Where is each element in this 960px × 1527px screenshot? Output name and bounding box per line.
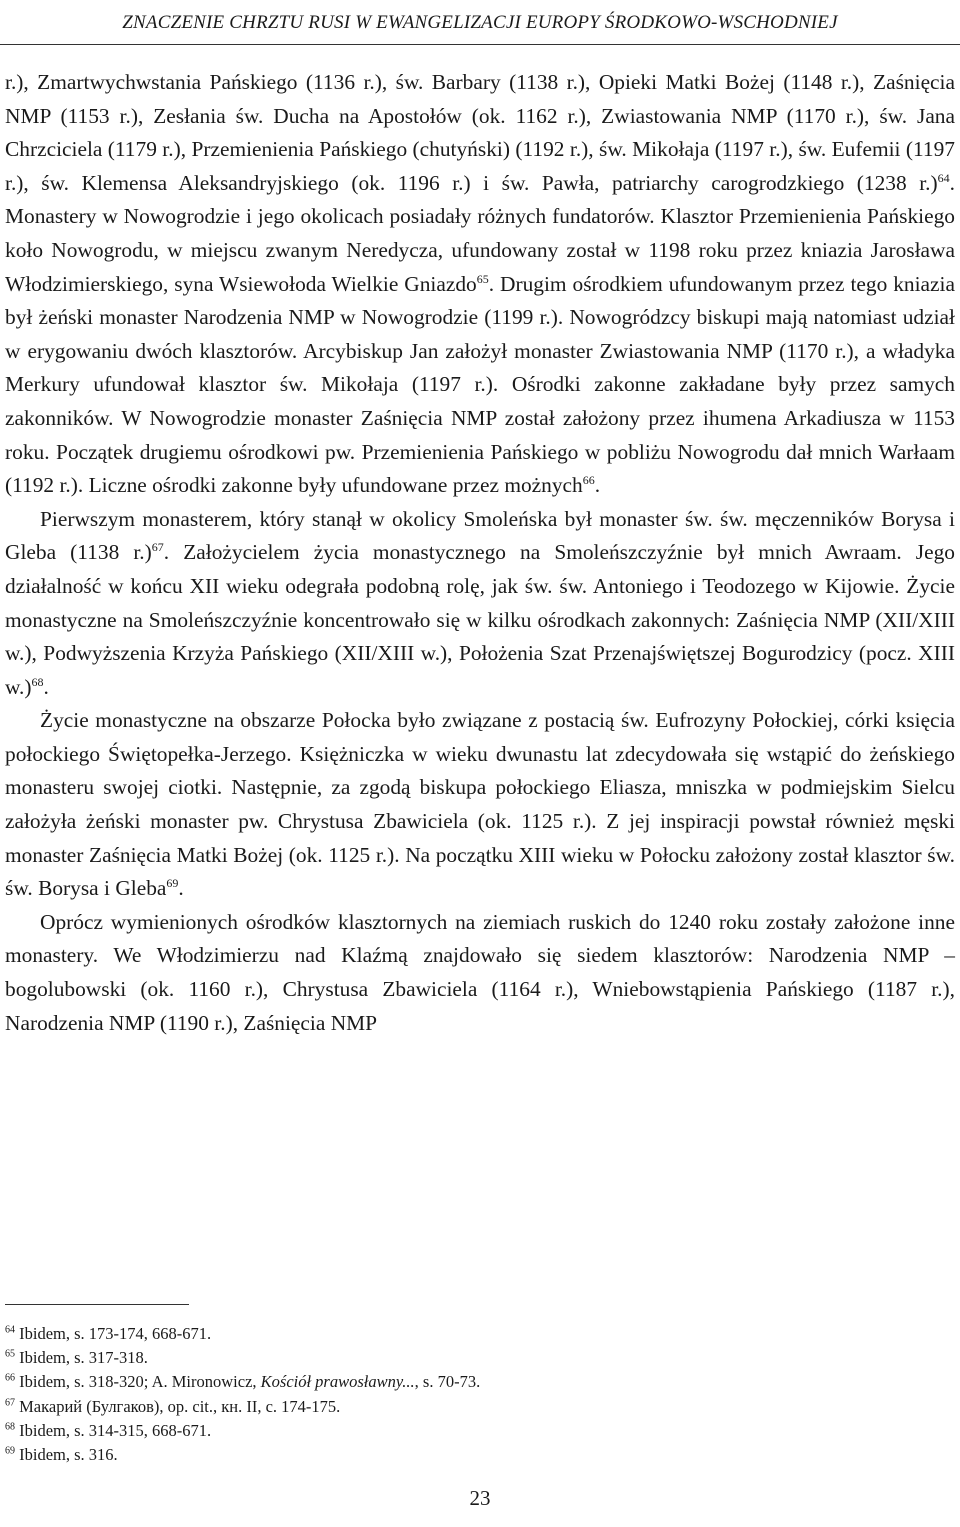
footnote-ref-66[interactable]: 66 (582, 473, 595, 487)
footnote-ref-68[interactable]: 68 (31, 674, 44, 689)
paragraph-4 (5, 906, 955, 1040)
running-title: ZNACZENIE CHRZTU RUSI W EWANGELIZACJI EUROPY ŚRODKOWO-WSCHODNIEJ (122, 12, 838, 33)
footnote-68 (5, 1419, 955, 1443)
footnote-66 (5, 1370, 955, 1394)
footnote-cited-title: Kościół prawosławny... (260, 1372, 415, 1392)
main-text (5, 66, 955, 1040)
footnote-ref-67[interactable]: 67 (151, 540, 164, 555)
paragraph-3 (5, 704, 955, 906)
paragraph-2-text-1: Pierwszym monasterem, który stanął w okolicy Smoleńska był monaster św. św. męczenników Borysa i Gleba (1138 r.) (5, 506, 955, 565)
footnote-text: Ibidem, s. 316. (19, 1445, 118, 1465)
paragraph-1-text-1: r.), Zmartwychwstania Pańskiego (1136 r.), św. Barbary (1138 r.), Opieki Matki Bożej (1148 r.), Zaśnięcia NMP (1153 r.), Zesłania św. Ducha na Apostołów (ok. 1162 r.), Zwiastowania NMP (1170 r.), św. Jana Chrzciciela (1179 r.), Przemienienia Pańskiego (chutyński) (1192 r.), św. Mikołaja (1197 r.), św. Eufemii (1197 r.), św. Klemensa Aleksandryjskiego (ok. 1196 r.) i św. Pawła, patriarchy carogrodzkiego (1238 r.) (5, 70, 955, 195)
paragraph-1 (5, 66, 955, 503)
footnote-number: 64 (5, 1324, 15, 1336)
running-header (0, 0, 960, 48)
footnote-text: Макарий (Булгаков), op. cit., кн. II, с. 174-175. (19, 1396, 341, 1416)
paragraph-2 (5, 503, 955, 705)
paragraph-4-text-1: Oprócz wymienionych ośrodków klasztornych na ziemiach ruskich do 1240 roku zostały założone inne monastery. We Włodzimierzu nad Klaźmą znajdowało się siedem klasztorów: Narodzenia NMP – bogolubowski (ok. 1160 r.), Chrystusa Zbawiciela (1164 r.), Wniebowstąpienia Pańskiego (1187 r.), Narodzenia NMP (1190 r.), Zaśnięcia NMP (5, 909, 955, 1035)
footnote-number: 69 (5, 1445, 15, 1457)
paragraph-3-text-2: . (178, 876, 184, 901)
footnote-text: Ibidem, s. 317-318. (19, 1348, 148, 1368)
page-number: 23 (469, 1486, 491, 1510)
footnote-rule (5, 1304, 189, 1305)
paragraph-2-text-3: . (43, 674, 49, 699)
paragraph-1-text-2: . Monastery w Nowogrodzie i jego okolicach posiadały różnych fundatorów. Klasztor Przemienienia Pańskiego koło Nowogrodu, w miejscu zwanym Neredycza, ufundowany został w 1198 roku przez kniazia Jarosława Włodzimierskiego, syna Wsiewołoda Wielkie Gniazdo (5, 170, 955, 296)
footnote-65 (5, 1346, 955, 1370)
footnote-number: 66 (5, 1372, 15, 1384)
footnote-ref-69[interactable]: 69 (166, 876, 179, 891)
paragraph-1-text-3: . Drugim ośrodkiem ufundowanym przez tego kniazia był żeński monaster Narodzenia NMP w Nowogrodzie (1199 r.). Nowogródzcy biskupi mają natomiast udział w erygowaniu dwóch klasztorów. Arcybiskup Jan założył monaster Zwiastowania NMP (1170 r.), a władyka Merkury ufundował klasztor św. Mikołaja (1197 r.). Ośrodki zakonne zakładane były przez samych zakonników. W Nowogrodzie monaster Zaśnięcia NMP został założony przez ihumena Arkadiusza w 1153 roku. Początek drugiemu ośrodkowi pw. Przemienienia Pańskiego w pobliżu Nowogrodu dał mnich Warłaam (1192 r.). Liczne ośrodki zakonne były ufundowane przez możnych (5, 271, 955, 498)
footnote-text-post: , s. 70-73. (414, 1372, 481, 1392)
footnote-69 (5, 1443, 955, 1467)
footnotes (5, 1322, 955, 1467)
footnote-text: Ibidem, s. 173-174, 668-671. (19, 1324, 212, 1343)
footnote-ref-65[interactable]: 65 (476, 271, 489, 286)
paragraph-3-text-1: Życie monastyczne na obszarze Połocka było związane z postacią św. Eufrozyny Połockiej, córki księcia połockiego Świętopełka-Jerzego. Księżniczka w wieku dwunastu lat zdecydowała się wstąpić do żeńskiego monasteru swojej ciotki. Następnie, za zgodą biskupa połockiego Eliasza, mniszka w podmiejskim Sielcu założyła żeński monaster pw. Chrystusa Zbawiciela (ok. 1125 r.). Z jej inspiracji powstał również męski monaster Zaśnięcia Matki Bożej (ok. 1125 r.). Na początku XIII wieku w Połocku założony został klasztor św. św. Borysa i Gleba (5, 708, 955, 901)
paragraph-1-text-4: . (594, 473, 601, 498)
footnote-number: 68 (5, 1421, 15, 1433)
header-rule (0, 44, 960, 45)
footnote-text: Ibidem, s. 314-315, 668-671. (19, 1420, 212, 1440)
footnote-67 (5, 1395, 955, 1419)
footnote-number: 65 (5, 1348, 15, 1360)
footnote-64 (5, 1322, 955, 1346)
footnote-ref-64[interactable]: 64 (937, 170, 950, 185)
footnote-text-pre: Ibidem, s. 318-320; A. Mironowicz, (19, 1372, 261, 1392)
paragraph-2-text-2: . Założycielem życia monastycznego na Smoleńszczyźnie był mnich Awraam. Jego działalność w końcu XII wieku odegrała podobną rolę, jak św. św. Antoniego i Teodozego w Kijowie. Życie monastyczne na Smoleńszczyźnie koncentrowało się w kilku ośrodkach zakonnych: Zaśnięcia NMP (XII/XIII w.), Podwyższenia Krzyża Pańskiego (XII/XIII w.), Położenia Szat Przenajświętszej Bogurodzicy (pocz. XIII w.) (5, 540, 956, 699)
footnote-number: 67 (5, 1397, 15, 1409)
